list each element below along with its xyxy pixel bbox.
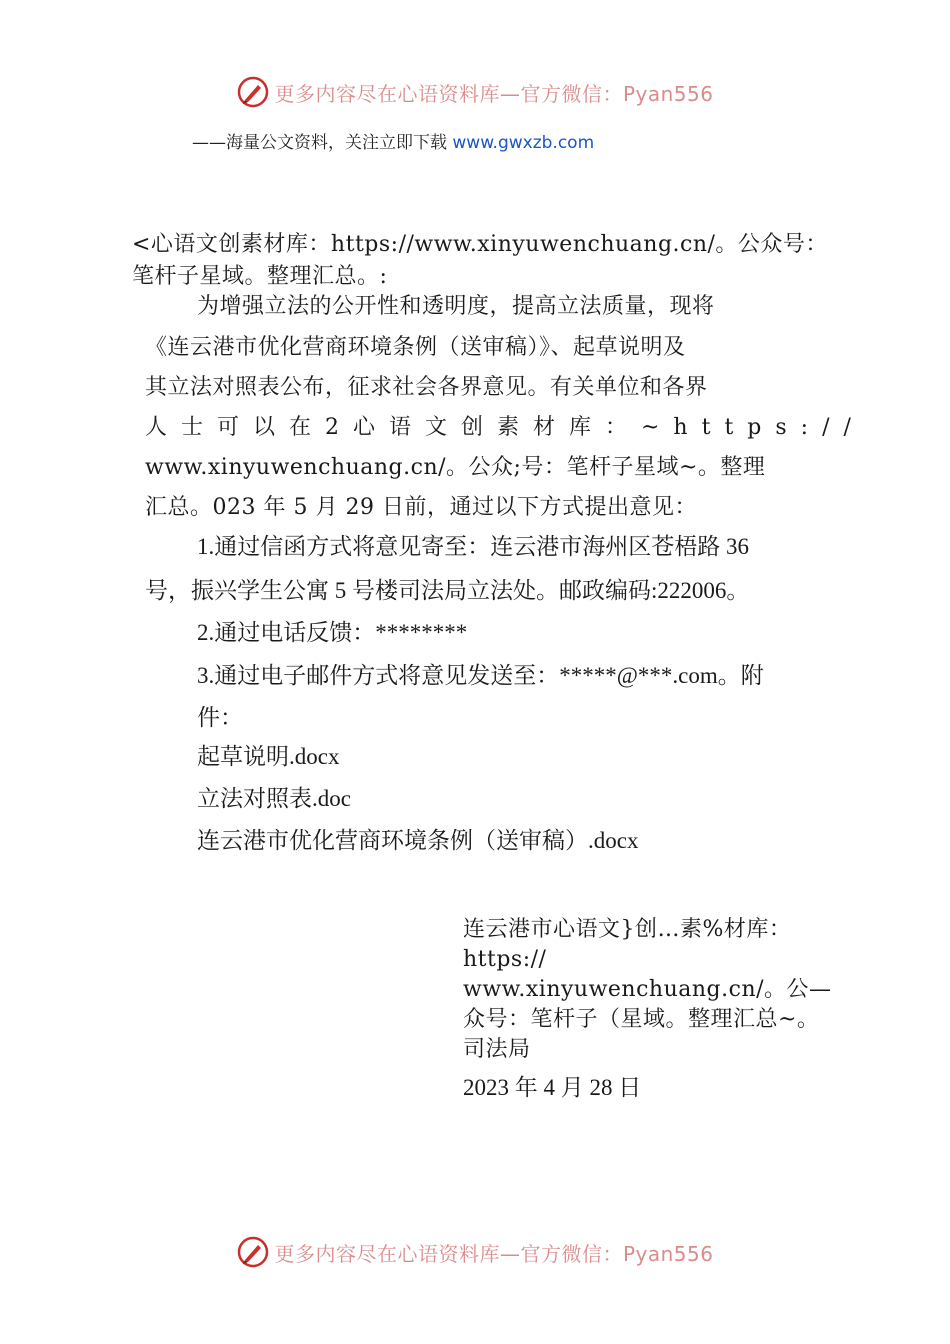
pen-circle-icon [236,75,270,109]
attachment-1: 起草说明.docx [197,744,340,769]
signature-line-4: 众号：笔杆子（星域。整理汇总~。 [463,1007,820,1032]
body-line-8: 汇总。023 年 5 月 29 日前，通过以下方式提出意见： [145,495,697,520]
body-line-1: <心语文创素材库：https://www.xinyuwenchuang.cn/。公众号： [132,232,828,257]
download-link[interactable]: www.gwxzb.com [452,133,595,153]
signature-line-5: 司法局 [463,1037,531,1062]
attachment-3: 连云港市优化营商环境条例（送审稿）.docx [197,828,639,853]
body-line-3: 为增强立法的公开性和透明度，提高立法质量，现将 [197,294,715,319]
pen-circle-icon [236,1235,270,1269]
banner-text: 更多内容尽在心语资料库—官方微信：Pyan556 [274,1241,714,1266]
body-line-11: 2.通过电话反馈：******** [197,620,468,645]
body-line-5: 其立法对照表公布，征求社会各界意见。有关单位和各界 [145,375,708,400]
body-line-9: 1.通过信函方式将意见寄至：连云港市海州区苍梧路 36 [197,534,749,559]
signature-date: 2023 年 4 月 28 日 [463,1075,642,1100]
header-watermark-banner [0,72,950,112]
body-line-4: 《连云港市优化营商环境条例（送审稿）》、起草说明及 [145,335,686,360]
footer-watermark-banner [0,1232,950,1272]
body-line-2: 笔杆子星域。整理汇总。: [132,264,388,289]
signature-line-2: https:// [463,947,547,972]
body-line-13: 件： [197,705,243,730]
signature-line-3: www.xinyuwenchuang.cn/。公— [463,977,832,1002]
banner-text: 更多内容尽在心语资料库—官方微信：Pyan556 [274,81,714,106]
body-line-7: www.xinyuwenchuang.cn/。公众;号：笔杆子星域~。整理 [145,455,766,480]
tagline [192,128,594,153]
body-line-12: 3.通过电子邮件方式将意见发送至：*****@***.com。附 [197,663,764,688]
attachment-2: 立法对照表.doc [197,786,351,811]
body-line-6: 人士可以在2心语文创素材库：~https:// [145,415,865,440]
tagline-text: ——海量公文资料，关注立即下载 [192,133,453,153]
signature-line-1: 连云港市心语文}创…素%材库： [463,917,792,942]
body-line-10: 号，振兴学生公寓 5 号楼司法局立法处。邮政编码:222006。 [145,578,750,603]
